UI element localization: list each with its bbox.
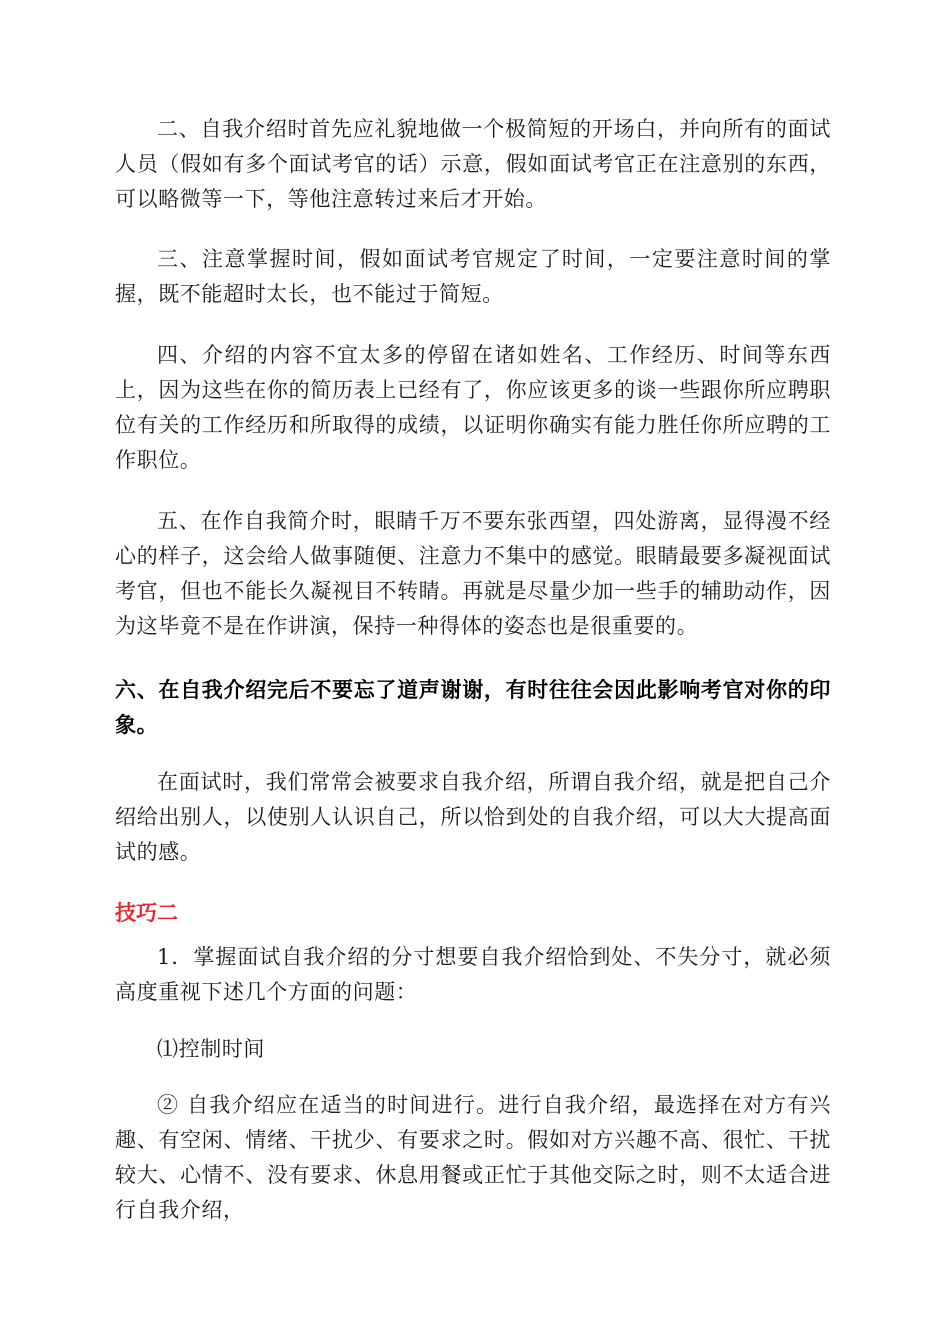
paragraph-point-three: 三、注意掌握时间，假如面试考官规定了时间，一定要注意时间的掌握，既不能超时太长，也不能过于简短。 [115, 247, 831, 306]
paragraph-point-four: 四、介绍的内容不宜太多的停留在诸如姓名、工作经历、时间等东西上，因为这些在你的简历表上已经有了，你应该更多的谈一些跟你所应聘职位有关的工作经历和所取得的成绩，以证明你确实有能力胜任你所应聘的工作职位。 [115, 343, 831, 472]
paragraph-intro-summary: 在面试时，我们常常会被要求自我介绍，所谓自我介绍，就是把自己介绍给出别人，以使别人认识自己，所以恰到处的自我介绍，可以大大提高面试的感。 [115, 770, 831, 864]
paragraph-point-five: 五、在作自我简介时，眼睛千万不要东张西望，四处游离，显得漫不经心的样子，这会给人做事随便、注意力不集中的感觉。眼睛最要多凝视面试考官，但也不能长久凝视目不转睛。再就是尽量少加一些手的辅助动作，因为这毕竟不是在作讲演，保持一种得体的姿态也是很重要的。 [115, 509, 831, 638]
paragraph-point-six: 六、在自我介绍完后不要忘了道声谢谢，有时往往会因此影响考官对你的印象。 [115, 678, 831, 737]
list-item-one: 1．掌握面试自我介绍的分寸想要自我介绍恰到处、不失分寸，就必须高度重视下述几个方面的问题： [115, 945, 831, 1004]
list-item-two: ② 自我介绍应在适当的时间进行。进行自我介绍，最选择在对方有兴趣、有空闲、情绪、干扰少、有要求之时。假如对方兴趣不高、很忙、干扰较大、心情不、没有要求、休息用餐或正忙于其他交际之时，则不太适合进行自我介绍， [115, 1093, 831, 1222]
list-item-control-time: ⑴控制时间 [157, 1037, 265, 1061]
paragraph-point-two: 二、自我介绍时首先应礼貌地做一个极简短的开场白，并向所有的面试人员（假如有多个面试考官的话）示意，假如面试考官正在注意别的东西，可以略微等一下，等他注意转过来后才开始。 [115, 117, 831, 211]
section-heading-tip-two: 技巧二 [115, 901, 178, 925]
